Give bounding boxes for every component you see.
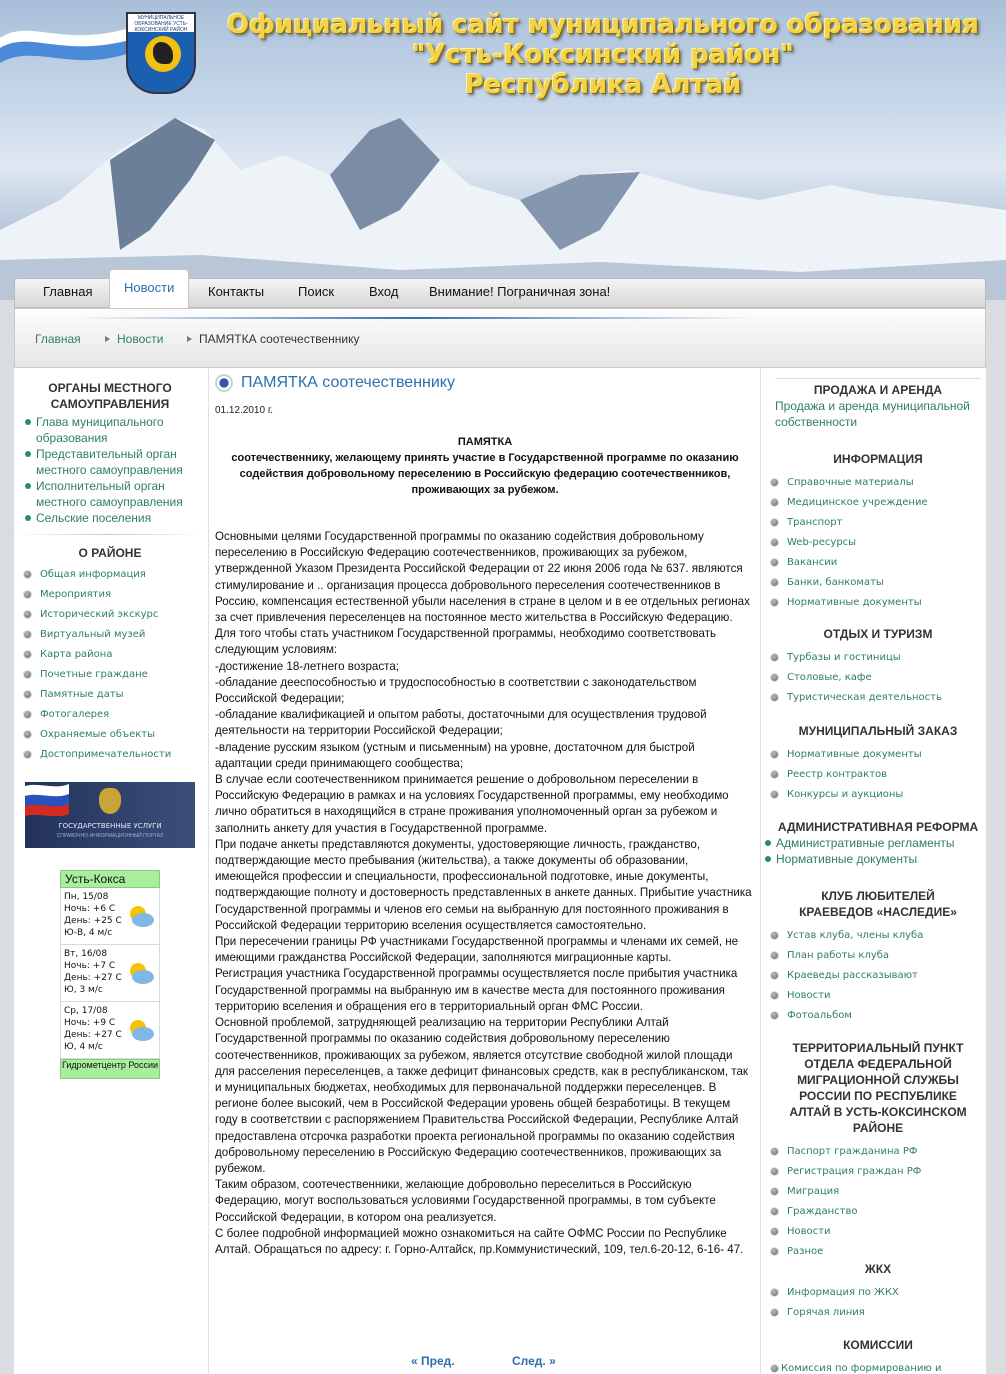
sidebar-item[interactable]: Миграция bbox=[761, 1182, 981, 1202]
main-nav bbox=[14, 278, 986, 308]
breadcrumb-home[interactable]: Главная bbox=[35, 332, 81, 346]
sidebar-item[interactable]: Горячая линия bbox=[761, 1303, 981, 1323]
weather-day: Пн, 15/08 Ночь: +6 С День: +25 С Ю-В, 4 м/с bbox=[60, 888, 160, 945]
nav-login[interactable]: Вход bbox=[369, 284, 399, 299]
sidebar-link[interactable]: Исполнительный орган местного самоуправления bbox=[25, 478, 206, 510]
partly-cloudy-icon bbox=[125, 1016, 155, 1046]
sidebar-item[interactable]: Столовые, кафе bbox=[761, 668, 981, 688]
article-heading: ПАМЯТКА соотечественнику, желающему принять участие в Государственной программе по оказанию содействия добровольному переселению в Российскую федерацию соотечественников, проживающих за рубежом. bbox=[231, 436, 739, 496]
sidebar-item[interactable]: Мероприятия bbox=[14, 585, 206, 605]
header-banner bbox=[0, 0, 1006, 300]
sidebar-heading: ТЕРРИТОРИАЛЬНЫЙ ПУНКТ ОТДЕЛА ФЕДЕРАЛЬНОЙ МИГРАЦИОННОЙ СЛУЖБЫ РОССИИ ПО РЕСПУБЛИКЕ АЛТАЙ В УСТЬ-КОКСИНСКОМ РАЙОНЕ bbox=[789, 1041, 967, 1135]
nav-search[interactable]: Поиск bbox=[298, 284, 335, 299]
site-title: Официальный сайт муниципального образования "Усть-Коксинский район" Республика Алтай bbox=[227, 10, 979, 100]
sidebar-item[interactable]: Общая информация bbox=[14, 565, 206, 585]
sidebar-link[interactable]: Глава муниципального образования bbox=[25, 414, 206, 446]
sidebar-link[interactable]: Сельские поселения bbox=[25, 510, 206, 526]
sidebar-item[interactable]: Транспорт bbox=[761, 513, 981, 533]
right-sidebar bbox=[760, 368, 986, 1374]
sidebar-heading: ПРОДАЖА И АРЕНДА bbox=[813, 383, 943, 397]
breadcrumb bbox=[14, 308, 986, 368]
sidebar-link[interactable]: Административные регламенты bbox=[765, 835, 981, 851]
sidebar-item[interactable]: Новости bbox=[761, 986, 981, 1006]
sidebar-item[interactable]: Разное bbox=[761, 1242, 981, 1262]
sidebar-item[interactable]: План работы клуба bbox=[761, 946, 981, 966]
next-link[interactable]: След. » bbox=[512, 1354, 556, 1368]
sidebar-item[interactable]: Туристическая деятельность bbox=[761, 688, 981, 708]
weather-widget bbox=[60, 870, 160, 1079]
sidebar-item[interactable]: Web-ресурсы bbox=[761, 533, 981, 553]
breadcrumb-news[interactable]: Новости bbox=[117, 332, 164, 346]
breadcrumb-current: ПАМЯТКА соотечественнику bbox=[199, 332, 360, 346]
sidebar-item[interactable]: Паспорт гражданина РФ bbox=[761, 1142, 981, 1162]
flag-icon bbox=[0, 8, 130, 78]
nav-news[interactable]: Новости bbox=[109, 269, 189, 309]
weather-city: Усть-Кокса bbox=[60, 870, 160, 888]
sidebar-item[interactable]: Карта района bbox=[14, 645, 206, 665]
sidebar-item[interactable]: Исторический экскурс bbox=[14, 605, 206, 625]
sidebar-item[interactable]: Новости bbox=[761, 1222, 981, 1242]
sidebar-item[interactable]: Банки, банкоматы bbox=[761, 573, 981, 593]
sidebar-item[interactable]: Регистрация граждан РФ bbox=[761, 1162, 981, 1182]
sidebar-item[interactable]: Информация по ЖКХ bbox=[761, 1283, 981, 1303]
sidebar-link[interactable]: Нормативные документы bbox=[765, 851, 981, 867]
sidebar-item[interactable]: Вакансии bbox=[761, 553, 981, 573]
sidebar-item[interactable]: Краеведы рассказывают bbox=[761, 966, 981, 986]
sidebar-heading: ОРГАНЫ МЕСТНОГО САМОУПРАВЛЕНИЯ bbox=[48, 381, 172, 411]
gosuslugi-banner[interactable] bbox=[25, 782, 195, 848]
sidebar-item[interactable]: Справочные материалы bbox=[761, 473, 981, 493]
sidebar-item[interactable]: Медицинское учреждение bbox=[761, 493, 981, 513]
partly-cloudy-icon bbox=[125, 959, 155, 989]
article-date: 01.12.2010 г. bbox=[215, 405, 274, 416]
eagle-icon bbox=[99, 788, 121, 814]
sidebar-link[interactable]: Представительный орган местного самоуправления bbox=[25, 446, 206, 478]
sidebar-item[interactable]: Гражданство bbox=[761, 1202, 981, 1222]
sidebar-item[interactable]: Турбазы и гостиницы bbox=[761, 648, 981, 668]
sidebar-item[interactable]: Реестр контрактов bbox=[761, 765, 981, 785]
partly-cloudy-icon bbox=[125, 902, 155, 932]
sidebar-item[interactable]: Памятные даты bbox=[14, 685, 206, 705]
sidebar-item[interactable]: Устав клуба, члены клуба bbox=[761, 926, 981, 946]
gosuslugi-subtitle: СПРАВОЧНО-ИНФОРМАЦИОННЫЙ ПОРТАЛ bbox=[56, 833, 164, 839]
sidebar-item[interactable]: Комиссия по формированию и bbox=[761, 1359, 981, 1374]
sidebar-heading: КЛУБ ЛЮБИТЕЛЕЙ КРАЕВЕДОВ «НАСЛЕДИЕ» bbox=[799, 889, 957, 919]
prev-link[interactable]: « Пред. bbox=[411, 1354, 455, 1368]
article-body: Основными целями Государственной программы по оказанию содействия добровольному переселению в Российскую Федерацию соотечественников, проживающих за рубежом, утвержденной Указом Президента Российской Федерации от 22 июня 2006 года № 637. являются стимулирование и .. организация процесса добровольного переселения соотечественников в Россию, компенсация естественной убыли населения в стране в целом и в ее отдельных регионах за счет привлечения переселенцев на постоянное место жительства в Российскую Федерацию. Для того чтобы стать участником Государственной программы, необходимо соответствовать следующим условиям: -достижение 18-летнего возраста; -обладание дееспособностью и трудоспособностью в соответствии с законодательством Российской Федерации; -обладание квалификацией и опытом работы, достаточными для осуществления трудовой деятельности на территории Российской Федерации; -владение русским языком (устным и письменным) на уровне, достаточном для быстрой адаптации среди принимающего сообщества; В случае если соотечественником принимается решение о добровольном переселении в Российскую Федерацию в рамках и на условиях Государственной программы, ему необходимо лично обратиться в находящийся в стране проживания уполномоченный орган за рубежом и заполнить анкету для участия в Государственной программе. При подаче анкеты представляются документы, удостоверяющие личность, гражданство, подтверждающие место пребывания (жительства), а также документы об образовании, имеющейся профессии и специальности, профессиональной подготовке, иные документы, подтверждающие полноту и достоверность представленных в анкете данных. Прибытие участника Государственной программы и членов его семьи на выбранную для постоянного проживания в Российской Федерации территорию вселения осуществляется самостоятельно. При пересечении границы РФ участниками Государственной программы и членами их семей, не имеющими гражданства Российской Федерации, заполняются миграционные карты. Регистрация участника Государственной программы осуществляется после прибытия участника Государственной программы на выбранную им в качестве места для постоянного проживания территорию вселения и обращения его в территориальный орган ФМС России. Основной проблемой, затрудняющей реализацию на территории Республики Алтай Государственной программы по оказанию содействия добровольному переселению соотечественников, проживающих за рубежом, является отсутствие свободной жилой площади для расселения переселенцев, а также дефицит финансовых средств, как в республиканском, так и муниципальных бюджетах, необходимых для первоначальной поддержки переселенцев. В регионе более высокий, чем в Российской Федерации уровень общей безработицы. В текущем году в соответствии с распоряжением Правительства Российской Федерации, Республике Алтай предоставлена отсрочка разработки проекта региональной программы по оказанию содействия добровольному переселению в Российскую Федерацию соотечественников, проживающих за рубежом. Таким образом, соотечественники, желающие добровольно переселиться в Российскую Федерацию, могут воспользоваться условиями Государственной программы, в том субъекте Российской Федерации, в котором она реализуется. С более подробной информацией можно ознакомиться на сайте ОФМС России по Республике Алтай. Обращаться по адресу: г. Горно-Алтайск, пр.Коммунистический, 109, тел.6-20-12, 6-16- 47. bbox=[215, 530, 752, 1256]
sidebar-item[interactable]: Виртуальный музей bbox=[14, 625, 206, 645]
sidebar-link[interactable]: Продажа и аренда муниципальной собственности bbox=[775, 399, 970, 429]
sidebar-heading: ИНФОРМАЦИЯ bbox=[833, 452, 923, 466]
sidebar-item[interactable]: Конкурсы и аукционы bbox=[761, 785, 981, 805]
district-emblem: МУНИЦИПАЛЬНОЕ ОБРАЗОВАНИЕ УСТЬ-КОКСИНСКИЙ РАЙОН bbox=[126, 12, 196, 94]
sidebar-heading: О РАЙОНЕ bbox=[78, 546, 142, 560]
sidebar-item[interactable]: Нормативные документы bbox=[761, 593, 981, 613]
weather-source-link[interactable]: Гидрометцентр России bbox=[60, 1059, 160, 1079]
article-title: ПАМЯТКА соотечественнику bbox=[215, 374, 455, 392]
sidebar-item[interactable]: Фотогалерея bbox=[14, 705, 206, 725]
sidebar-item[interactable]: Нормативные документы bbox=[761, 745, 981, 765]
weather-day: Вт, 16/08 Ночь: +7 С День: +27 С Ю, 3 м/с bbox=[60, 945, 160, 1002]
breadcrumb-arrow-icon bbox=[105, 336, 110, 342]
nav-contacts[interactable]: Контакты bbox=[208, 284, 265, 299]
sidebar-heading: МУНИЦИПАЛЬНЫЙ ЗАКАЗ bbox=[798, 724, 958, 738]
nav-home[interactable]: Главная bbox=[43, 284, 93, 299]
sidebar-heading: КОМИССИИ bbox=[843, 1338, 913, 1352]
sidebar-item[interactable]: Охраняемые объекты bbox=[14, 725, 206, 745]
sidebar-heading: ЖКХ bbox=[864, 1262, 892, 1276]
sidebar-item[interactable]: Достопримечательности bbox=[14, 745, 206, 765]
sidebar-item[interactable]: Фотоальбом bbox=[761, 1006, 981, 1026]
sidebar-heading: АДМИНИСТРАТИВНАЯ РЕФОРМА bbox=[777, 820, 979, 834]
gosuslugi-title: ГОСУДАРСТВЕННЫЕ УСЛУГИ bbox=[58, 822, 162, 830]
sidebar-item[interactable]: Почетные граждане bbox=[14, 665, 206, 685]
breadcrumb-arrow-icon bbox=[187, 336, 192, 342]
nav-border-zone[interactable]: Внимание! Пограничная зона! bbox=[429, 284, 611, 299]
sidebar-heading: ОТДЫХ И ТУРИЗМ bbox=[823, 627, 933, 641]
russia-flag-icon bbox=[25, 782, 69, 816]
weather-day: Ср, 17/08 Ночь: +9 С День: +27 С Ю, 4 м/с bbox=[60, 1002, 160, 1059]
article bbox=[208, 368, 760, 1374]
page-content bbox=[14, 368, 986, 1374]
